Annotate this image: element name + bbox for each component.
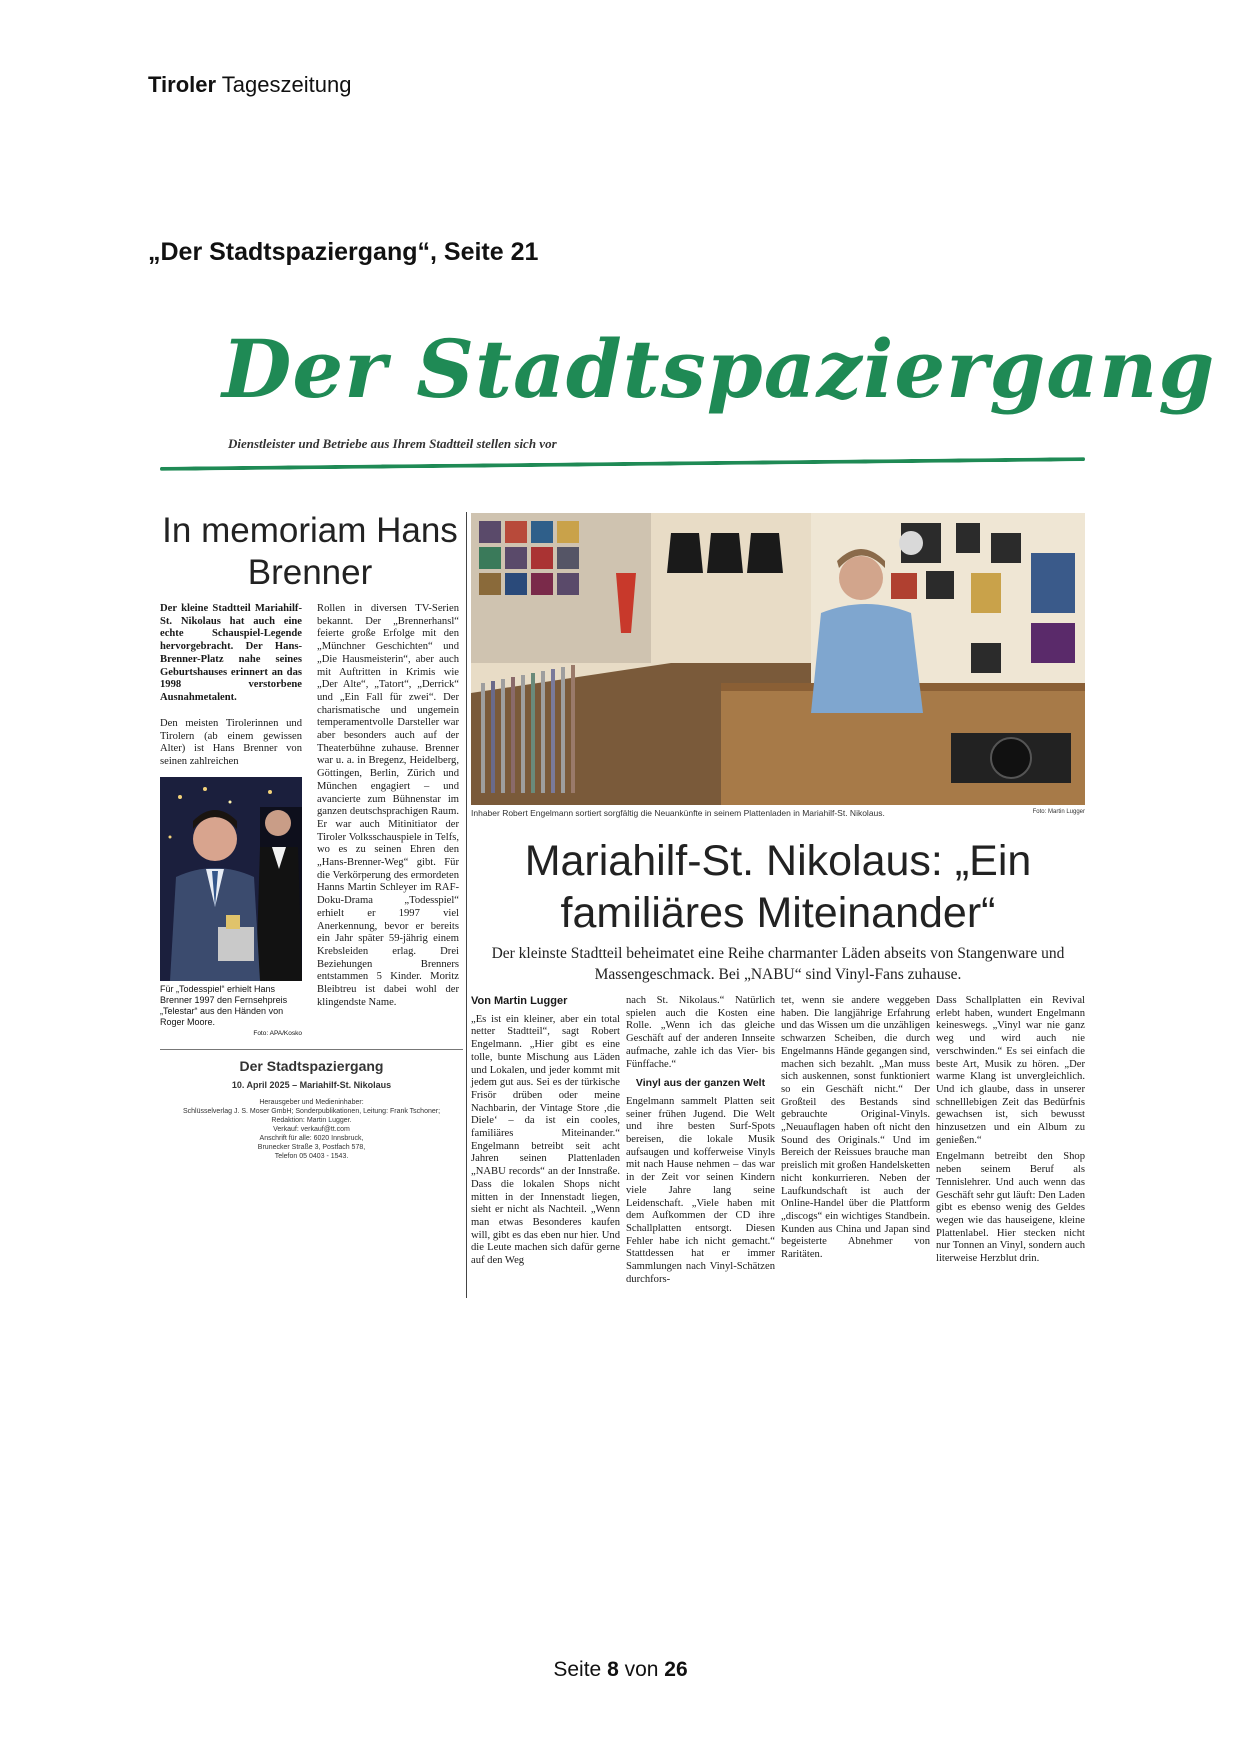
article-subheading: Vinyl aus der ganzen Welt bbox=[635, 1077, 766, 1090]
page-counter-prefix: Seite bbox=[553, 1658, 602, 1681]
imprint-date: 10. April 2025 – Mariahilf-St. Nikolaus bbox=[231, 1080, 392, 1090]
imprint-details bbox=[160, 1098, 463, 1161]
masthead-subtitle: Dienstleister und Betriebe aus Ihrem Stadtteil stellen sich vor bbox=[228, 436, 557, 451]
imprint-title: Der Stadtspaziergang bbox=[239, 1058, 384, 1074]
main-caption-text: Inhaber Robert Engelmann sortiert sorgfältig die Neuankünfte in seinem Plattenladen in Mariahilf-St. Nikolaus. bbox=[471, 808, 885, 818]
page-counter-middle: von bbox=[624, 1658, 659, 1681]
article-paragraph: Engelmann sammelt Platten seit seiner frühen Jugend. Die Welt und ihre besten Surf-Spots bereisen, die lokale Musik aufsaugen und kofferweise Vinyls mit nach Hause nehmen – das war in der Zeit vor seinen Kindern viele Jahre lang seine Leidenschaft. „Viele haben mit dem Aufkommen der CD ihre Schallplatten entsorgt. Diesen Fehler habe ich nicht gemacht.“ Stattdessen hat er immer Sammlungen nach Vinyl-Schätzen durchfors- bbox=[626, 1095, 775, 1285]
article-paragraph: Dass Schallplatten ein Revival erlebt haben, wundert Engelmann keineswegs. „Vinyl war nie ganz weg und wird auch nie verschwinden.“ Es sei einfach die beste Art, Musik zu hören. „Der warme Klang ist unvergleichlich. Und ich glaube, dass in unserer schnelllebigen Zeit das Bedürfnis gewachsen ist, sich bewusst hinzusetzen und ein Album zu genießen.“ bbox=[936, 995, 1085, 1146]
record-store-illustration bbox=[471, 513, 1085, 805]
record-store-photo bbox=[471, 513, 1085, 805]
masthead-title: Der Stadtspaziergang bbox=[222, 322, 1216, 416]
section-reference: „Der Stadtspaziergang“, Seite 21 bbox=[148, 238, 539, 266]
main-photo-credit: Foto: Martin Lugger bbox=[1032, 809, 1085, 815]
publication-name-rest: Tageszeitung bbox=[221, 72, 352, 97]
sidebar-body-start: Den meisten Tirolerinnen und Tirolern (ab einem gewissen Alter) ist Hans Brenner von seinen zahlreichen bbox=[160, 718, 302, 768]
article-byline: Von Martin Lugger bbox=[471, 995, 568, 1007]
imprint-line: Telefon 05 0403 - 1543. bbox=[274, 1153, 349, 1160]
article-deck: Der kleinste Stadtteil beheimatet eine Reihe charmanter Läden abseits von Stangenware und Massengeschmack. Bei „NABU“ sind Vinyl-Fans zuhause. bbox=[491, 945, 1065, 983]
sidebar-caption-text: Für „Todesspiel“ erhielt Hans Brenner 1997 den Fernsehpreis „Telestar“ aus den Händen von Roger Moore. bbox=[160, 984, 288, 1027]
article-column-2 bbox=[626, 995, 775, 1290]
article-paragraph: Engelmann betreibt den Shop neben seinem Beruf als Tennislehrer. Und auch wenn das Geschäft sehr gut läuft: Den Laden gibt es ebenso wenig des Geldes wegen wie das hauseigene, kleine Plattenlabel. Hier stecken nicht nur Tonnen an Vinyl, sondern auch literweise Herzblut drin. bbox=[936, 1151, 1085, 1265]
sidebar-body-continued: Rollen in diversen TV-Serien bekannt. Der „Brennerhansl“ feierte große Erfolge mit den „Münchner Geschichten“ und „Die Hausmeisterin“, aber auch mit Auftritten in Krimis wie „Der Alte“, „Tatort“, „Derrick“ und „Ein Fall für zwei“. Der charismatische und ungemein temperamentvolle Darsteller war aber besonders auch auf der Theaterbühne zuhause. Brenner war u. a. in Bregenz, Heidelberg, Göttingen, Berlin, Zürich und München engagiert – und avancierte zum Bühnenstar im ganzen deutschsprachigen Raum. Er war auch Mitinitiator der Tiroler Volksschauspiele in Telfs, wo es zu seinen Ehren den „Hans-Brenner-Weg“ gibt. Für die Verkörperung des ermordeten Hanns Martin Schleyer im RAF-Doku-Drama „Todesspiel“ erhielt er 1997 viel Anerkennung, bevor er bereits ein Jahr später 59-jährig einem Krebsleiden erlag. Drei Beziehungen Brenners entstammen 5 Kinder. Moritz Bleibtreu ist dabei wohl der klingendste Name. bbox=[317, 603, 459, 1008]
column-divider bbox=[466, 512, 467, 1298]
publication-name-bold: Tiroler bbox=[148, 72, 217, 97]
imprint-line: Herausgeber und Medieninhaber: bbox=[259, 1099, 364, 1106]
imprint-rule bbox=[160, 1049, 463, 1050]
article-headline: Mariahilf-St. Nikolaus: „Ein familiäres Miteinander“ bbox=[524, 837, 1032, 937]
sidebar-lead: Der kleine Stadtteil Mariahilf-St. Nikolaus hat auch eine echte Schauspiel-Legende hervorgebracht. Der Hans-Brenner-Platz nahe seines Geburtshauses erinnert an das 1998 verstorbene Ausnahmetalent. bbox=[160, 603, 302, 703]
article-paragraph: nach St. Nikolaus.“ Natürlich spielen auch die Kosten eine Rolle. „Wenn ich das gleiche Geschäft auf der anderen Innseite aufmache, zahle ich das Vier- bis Fünffache.“ bbox=[626, 995, 775, 1070]
sidebar-heading: In memoriam Hans Brenner bbox=[162, 511, 458, 592]
award-ceremony-illustration bbox=[160, 777, 302, 981]
sidebar-photo-credit: Foto: APA/Kosko bbox=[253, 1030, 302, 1037]
imprint-line: Anschrift für alle: 6020 Innsbruck, bbox=[259, 1135, 364, 1142]
masthead-rule bbox=[160, 457, 1085, 471]
article-paragraph: tet, wenn sie andere weggeben haben. Die langjährige Erfahrung und das Wissen um die unzähligen schwarzen Scheiben, die durch Engelmanns Hände gegangen sind, machen sich bezahlt. „Man muss sich auskennen, sonst funktioniert so ein Geschäft nicht.“ Der Großteil des Bestands sind gebrauchte Original-Vinyls. „Neuauflagen haben oft nicht den Sound des Originals.“ Und im Bereich der Reissues brauche man preislich mit großen Handelsketten nicht konkurrieren. Neben der Laufkundschaft ist auch der Online-Handel über die Plattform „discogs“ ein wichtiges Standbein. Kunden aus China und Japan sind begeisterte Abnehmer von Raritäten. bbox=[781, 995, 930, 1261]
article-column-4 bbox=[936, 995, 1085, 1270]
page-total: 26 bbox=[664, 1658, 688, 1681]
article-column-3 bbox=[781, 995, 930, 1266]
article-paragraph: „Es ist ein kleiner, aber ein total netter Stadtteil“, sagt Robert Engelmann. „Hier gibt es eine tolle, bunte Mischung aus Läden und Lokalen, und jeder kommt mit jedem gut aus. Sei es der türkische Frisör drüben oder meine Nachbarin, der Vintage Store ‚die Diele‘ – da ist ein cooles, familiäres Miteinander.“ Engelmann betreibt seit acht Jahren seinen Plattenladen „NABU records“ an der Innstraße. Dass die lokalen Shops nicht mitten in der Innenstadt liegen, sieht er nicht als Nachteil. „Wenn man etwas Besonderes kaufen will, gibt es das eben nur hier. Und die Leute machen sich dafür gerne auf den Weg bbox=[471, 1013, 620, 1267]
publication-name bbox=[148, 72, 351, 98]
page-counter bbox=[0, 1658, 1241, 1682]
imprint-line: Verkauf: verkauf@tt.com bbox=[273, 1126, 350, 1133]
imprint-line: Schlüsselverlag J. S. Moser GmbH; Sonderpublikationen, Leitung: Frank Tschoner; bbox=[182, 1108, 441, 1115]
main-photo-caption bbox=[471, 808, 1085, 818]
imprint-box bbox=[160, 1058, 463, 1161]
sidebar-photo-caption bbox=[160, 984, 302, 1039]
article-column-1 bbox=[471, 995, 620, 1272]
hans-brenner-photo bbox=[160, 777, 302, 981]
page-current: 8 bbox=[607, 1658, 619, 1681]
imprint-line: Brunecker Straße 3, Postfach 578, bbox=[257, 1144, 366, 1151]
imprint-line: Redaktion: Martin Lugger. bbox=[271, 1117, 352, 1124]
